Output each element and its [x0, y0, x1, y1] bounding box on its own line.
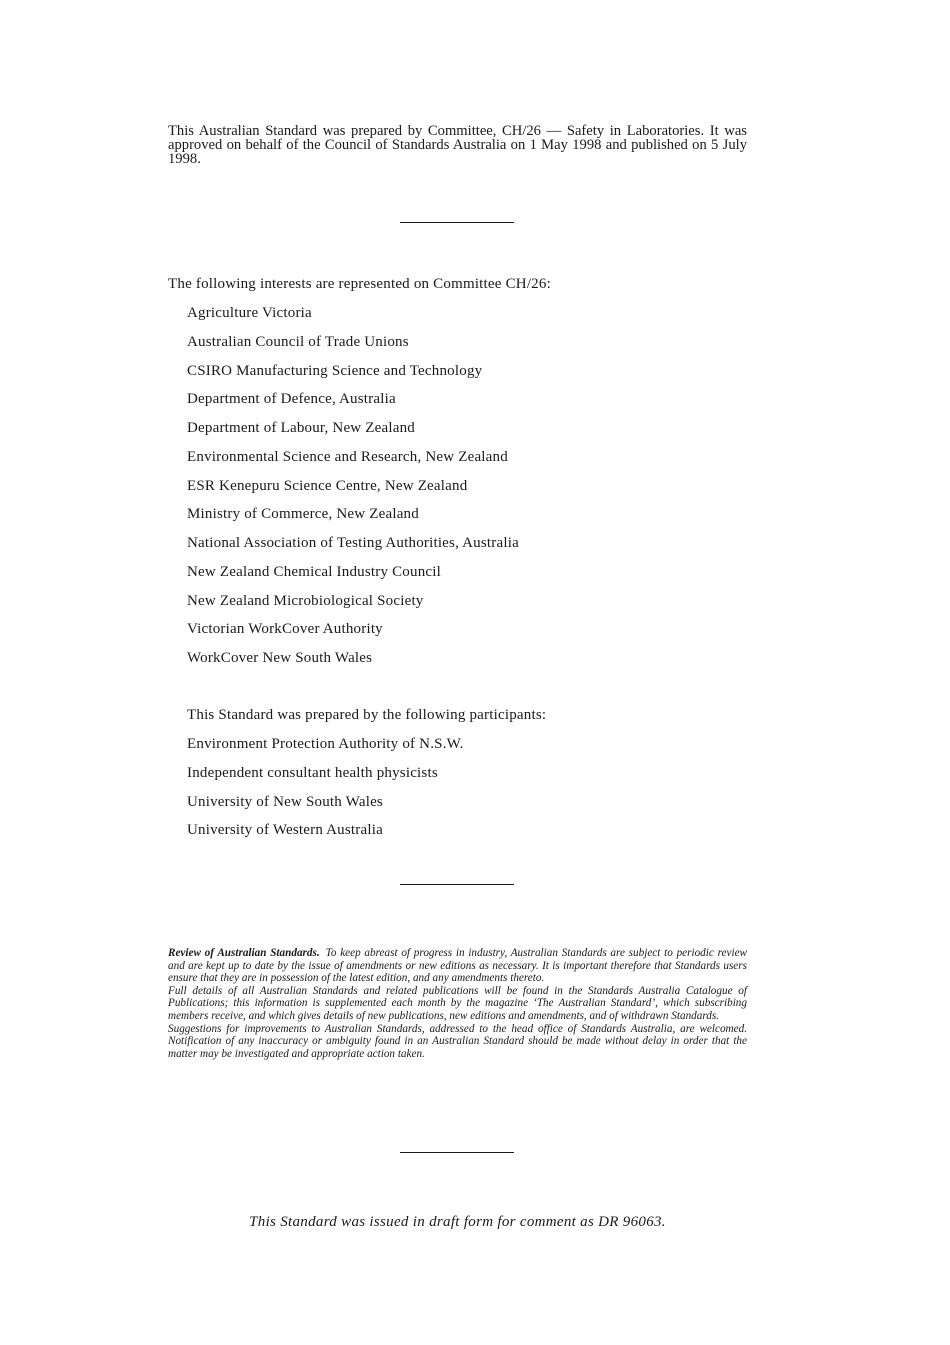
list-item: Independent consultant health physicists — [187, 764, 438, 781]
review-of-standards-notice — [168, 947, 747, 1060]
list-item: Department of Labour, New Zealand — [187, 420, 415, 436]
list-item: WorkCover New South Wales — [187, 650, 373, 666]
preparation-paragraph: This Australian Standard was prepared by Committee, CH/26 — Safety in Laboratories. It was approved on behalf of the Council of Standards Australia on 1 May 1998 and published on 5 July 1998. — [168, 123, 747, 167]
review-lead: Review of Australian Standards. — [168, 947, 320, 959]
list-item: ESR Kenepuru Science Centre, New Zealand — [187, 477, 468, 494]
list-item: University of Western Australia — [187, 822, 383, 839]
list-item: Environmental Science and Research, New Zealand — [187, 448, 508, 465]
draft-issue-note: This Standard was issued in draft form for comment as DR 96063. — [249, 1214, 666, 1230]
section-divider-2 — [400, 884, 514, 885]
list-item: Agriculture Victoria — [187, 305, 312, 321]
review-text-1: To keep abreast of progress in industry, Australian Standards are subject to periodic review and are kept up to date by the issue of amendments or new editions as necessary. It is important therefore that Standards users ensure that they are in possession of the latest edition, and any amendments thereto. — [168, 947, 748, 985]
review-paragraph-1 — [168, 947, 747, 985]
interests-list — [187, 303, 519, 677]
list-item: Australian Council of Trade Unions — [187, 333, 409, 350]
review-paragraph-2: Full details of all Australian Standards and related publications will be found in the Standards Australia Catalogue of Publications; this information is supplemented each month by the magazine ‘The Australian Standard’, which subscribing members receive, and which gives details of new publications, new editions and amendments, and of withdrawn Standards. — [168, 984, 747, 1022]
list-item: University of New South Wales — [187, 793, 383, 810]
list-item: New Zealand Chemical Industry Council — [187, 563, 441, 580]
section-divider-1 — [400, 222, 514, 223]
list-item: Ministry of Commerce, New Zealand — [187, 506, 419, 523]
section-divider-3 — [400, 1152, 514, 1153]
list-item: CSIRO Manufacturing Science and Technology — [187, 362, 483, 379]
review-paragraph-3: Suggestions for improvements to Australian Standards, addressed to the head office of Standards Australia, are welcomed. Notification of any inaccuracy or ambiguity found in an Australian Standard should be made without delay in order that the matter may be investigated and appropriate action taken. — [168, 1022, 747, 1060]
list-item: New Zealand Microbiological Society — [187, 592, 424, 609]
list-item: Victorian WorkCover Authority — [187, 621, 383, 638]
list-item: Department of Defence, Australia — [187, 391, 396, 408]
list-item: National Association of Testing Authorities, Australia — [187, 535, 519, 551]
interests-heading: The following interests are represented on Committee CH/26: — [168, 276, 551, 292]
list-item: Environment Protection Authority of N.S.W. — [187, 736, 464, 752]
committee-preparation-note — [168, 124, 747, 166]
participants-heading: This Standard was prepared by the following participants: — [187, 707, 547, 723]
participants-list — [187, 734, 464, 849]
